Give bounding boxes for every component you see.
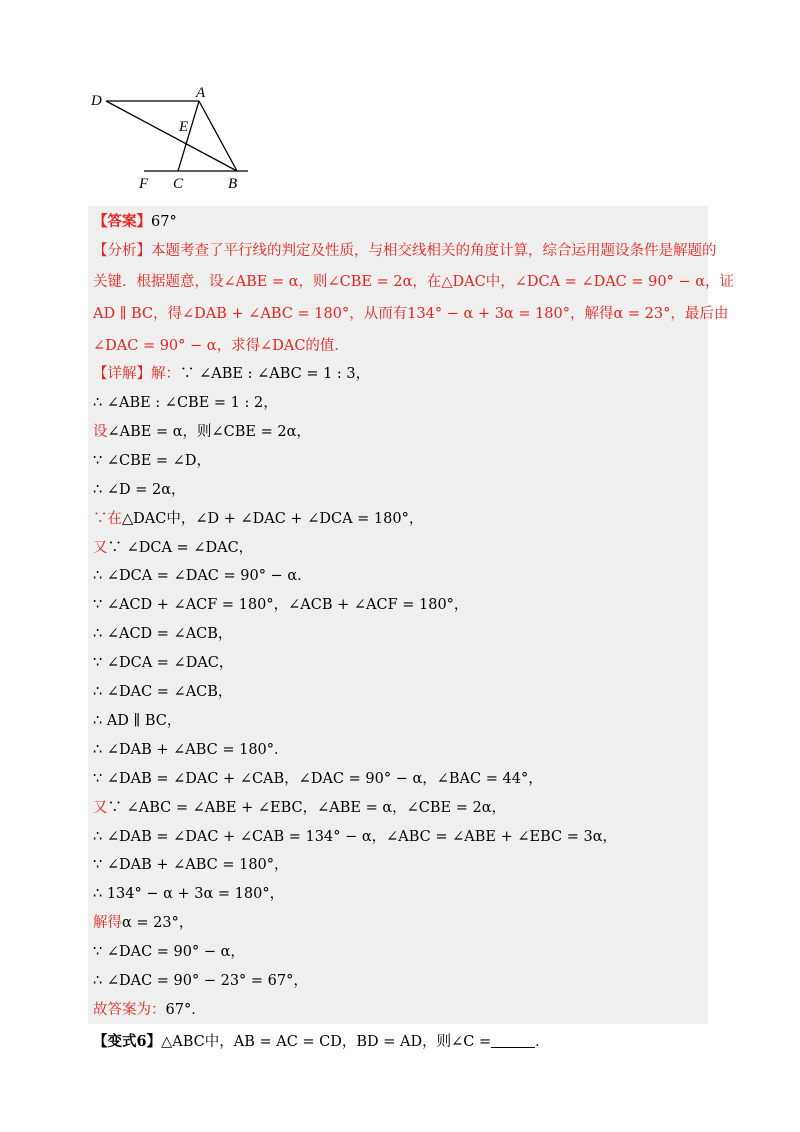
- detail-text: ∴ ∠DAC = 90° − 23° = 67°，: [93, 973, 308, 989]
- detail-line: [93, 509, 423, 529]
- label-E: E: [179, 119, 189, 135]
- detail-prefix: 解得: [93, 915, 122, 931]
- detail-line: [93, 422, 311, 442]
- analysis-line-1: 【分析】本题考查了平行线的判定及性质，与相交线相关的角度计算，综合运用题设条件是解题的: [93, 243, 717, 259]
- detail-text: ∵ ∠DAB + ∠ABC = 180°，: [93, 857, 289, 873]
- analysis-line-2: 关键．根据题意，设∠ABE = α，则∠CBE = 2α，在△DAC中，∠DCA = ∠DAC = 90° − α，证: [93, 274, 735, 290]
- answer-label: 【答案】: [93, 213, 151, 230]
- answer-value: 67°: [151, 214, 177, 230]
- detail-text: ∴ AD ∥ BC，: [93, 713, 182, 729]
- detail-text: ∵ ∠DCA = ∠DAC，: [93, 655, 234, 671]
- variant-label: 【变式6】: [93, 1033, 162, 1050]
- detail-line: [93, 827, 617, 847]
- detail-text: 67°．: [165, 1002, 206, 1018]
- geometry-diagram: [86, 84, 256, 194]
- detail-text: ∴ ∠DAC = ∠ACB，: [93, 684, 233, 700]
- detail-line: [93, 942, 245, 962]
- detail-line: [93, 624, 232, 644]
- detail-prefix: 故答案为：: [93, 1002, 166, 1018]
- detail-text: ∴ ∠DAB = ∠DAC + ∠CAB = 134° − α，∠ABC = ∠ABE + ∠EBC = 3α，: [93, 829, 618, 845]
- variant-question: [93, 1032, 550, 1052]
- detail-text: ∴ 134° − α + 3α = 180°，: [93, 886, 285, 902]
- detail-line: [93, 798, 506, 818]
- label-A: A: [196, 85, 206, 101]
- answer-blank: [491, 1033, 535, 1048]
- detail-prefix: 又: [93, 540, 108, 556]
- detail-prefix: ∵在: [93, 511, 122, 527]
- detail-text: ∵ ∠CBE = ∠D，: [93, 453, 211, 469]
- detail-text: ∴ ∠DCA = ∠DAC = 90° − α．: [93, 568, 312, 584]
- detail-line: [93, 884, 284, 904]
- detail-line: [93, 480, 186, 500]
- label-B: B: [228, 176, 238, 192]
- detail-line: [93, 393, 278, 413]
- detail-line: [93, 855, 289, 875]
- detail-text: ∵ ∠ABC = ∠ABE + ∠EBC，∠ABE = α，∠CBE = 2α，: [107, 800, 506, 816]
- segment-AC: [178, 101, 199, 171]
- label-F: F: [139, 176, 149, 192]
- detail-prefix: 设: [93, 424, 108, 440]
- detail-text: α = 23°，: [122, 915, 194, 931]
- detail-line-0: [93, 364, 370, 384]
- detail-line: [93, 595, 468, 615]
- detail-text: ∴ ∠ACD = ∠ACB，: [93, 626, 233, 642]
- analysis-line-3: AD ∥ BC，得∠DAB + ∠ABC = 180°，从而有134° − α + 3α = 180°，解得α = 23°，最后由: [93, 306, 729, 322]
- detail-text: ∠ABE = α，则∠CBE = 2α，: [107, 424, 311, 440]
- detail-line: [93, 566, 312, 586]
- detail-text: ∴ ∠D = 2α，: [93, 482, 186, 498]
- variant-text: △ABC中，AB = AC = CD，BD = AD，则∠C =: [161, 1034, 492, 1050]
- label-C: C: [173, 176, 184, 192]
- detail-line: [93, 682, 232, 702]
- detail-text: ∴ ∠DAB + ∠ABC = 180°．: [93, 742, 289, 758]
- detail-text: ∵ ∠DCA = ∠DAC，: [107, 540, 254, 556]
- analysis-line-4: ∠DAC = 90° − α，求得∠DAC的值．: [93, 338, 349, 354]
- detail-text: ∴ ∠ABE : ∠CBE = 1 : 2，: [93, 395, 278, 411]
- detail-text: ∵ ∠ACD + ∠ACF = 180°，∠ACB + ∠ACF = 180°，: [93, 597, 469, 613]
- detail-line: [93, 913, 193, 933]
- detail-line: [93, 740, 289, 760]
- label-D: D: [91, 93, 102, 109]
- detail-text: △DAC中，∠D + ∠DAC + ∠DCA = 180°，: [122, 511, 424, 527]
- detail-line: [93, 769, 543, 789]
- detail-prefix: 又: [93, 800, 108, 816]
- detail-text: ∵ ∠DAB = ∠DAC + ∠CAB，∠DAC = 90° − α，∠BAC = 44°，: [93, 771, 543, 787]
- answer-line: [93, 212, 177, 232]
- detail-text: ∵ ∠DAC = 90° − α，: [93, 944, 245, 960]
- geometry-figure: [86, 84, 256, 194]
- detail-line: [93, 653, 233, 673]
- detail-line: [93, 711, 181, 731]
- detail-text: ∵ ∠ABE : ∠ABC = 1 : 3，: [180, 366, 371, 382]
- detail-label: 【详解】解：: [93, 366, 180, 382]
- detail-line: [93, 538, 253, 558]
- detail-line: [93, 1000, 206, 1020]
- variant-end: ．: [535, 1034, 550, 1050]
- detail-line: [93, 451, 211, 471]
- detail-line: [93, 971, 308, 991]
